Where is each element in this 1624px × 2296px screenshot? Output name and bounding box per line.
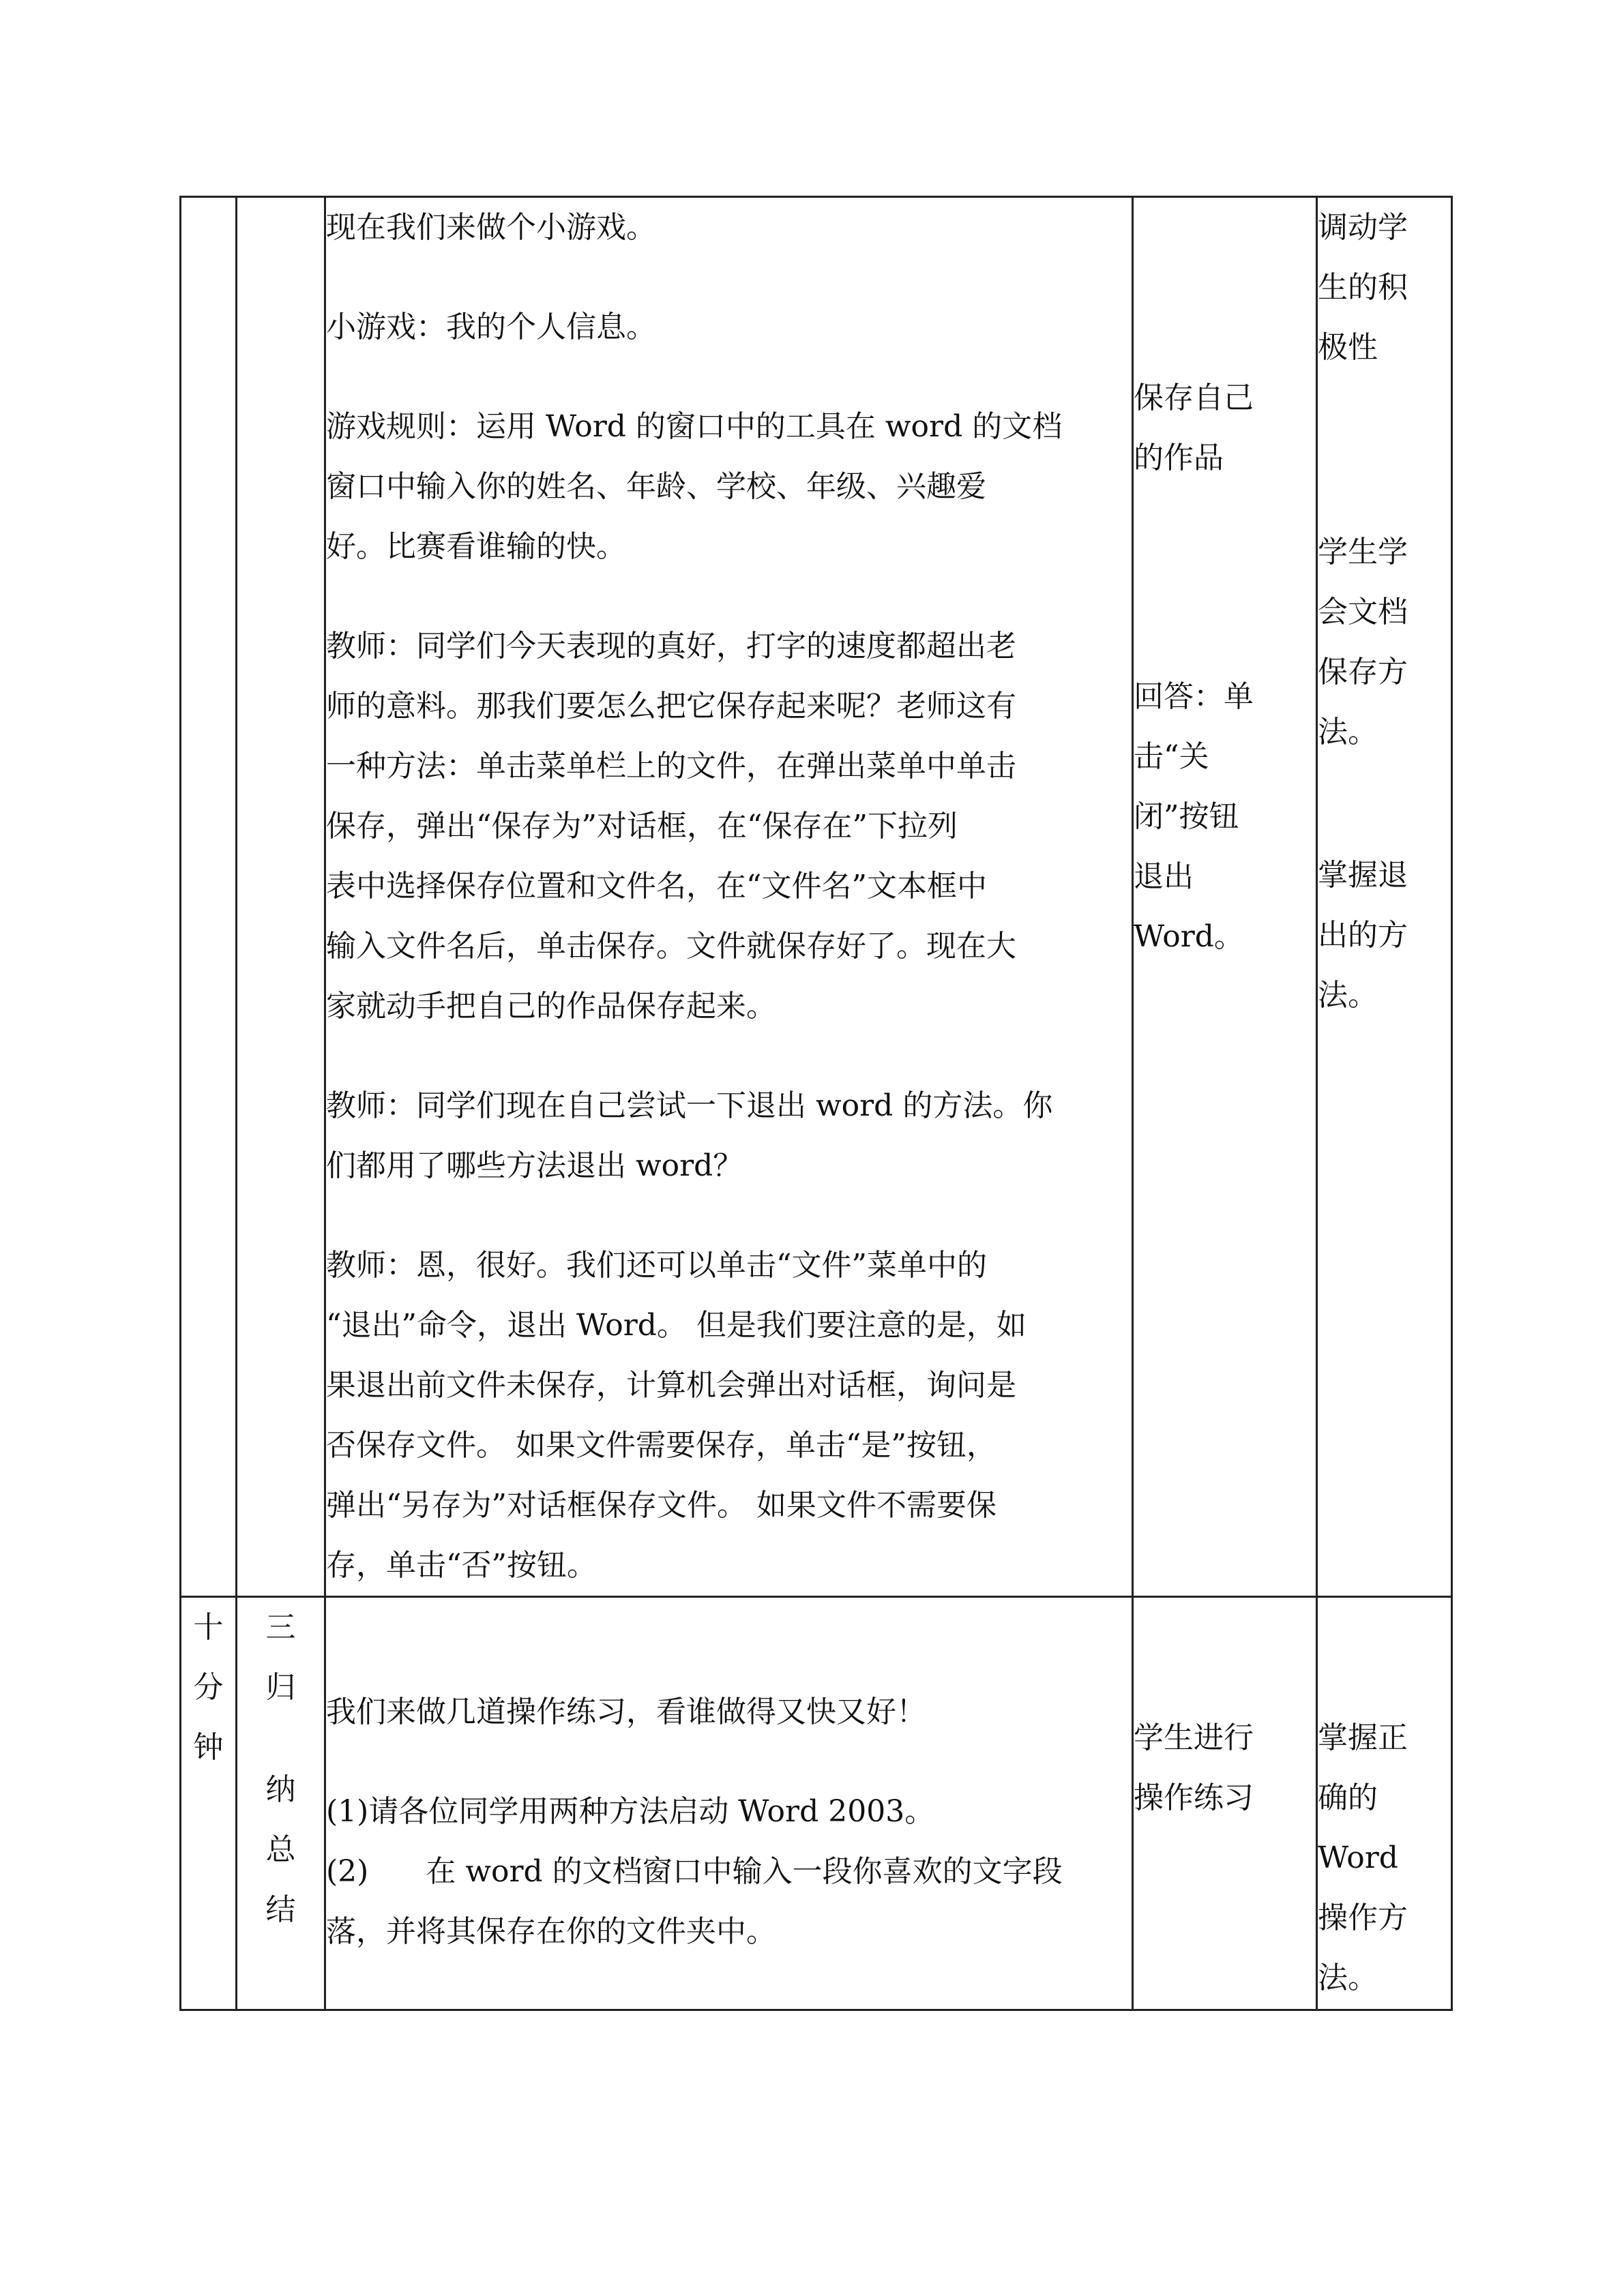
text-line: 师的意料。那我们要怎么把它保存起来呢？老师这有	[326, 689, 1016, 724]
table-row	[181, 197, 1452, 1597]
text-line: 输入文件名后，单击保存。文件就保存好了。现在大	[326, 929, 1016, 964]
paragraph	[326, 1842, 1132, 1962]
paragraph	[326, 397, 1132, 577]
text-line: 否保存文件。 如果文件需要保存，单击“是”按钮，	[326, 1428, 996, 1463]
design-intent-cell	[1317, 197, 1452, 1597]
text-line: 在 word 的文档窗口中输入一段你喜欢的文字段	[426, 1854, 1063, 1889]
student-activity-cell	[1133, 197, 1317, 1597]
teacher-activity-cell	[325, 1597, 1133, 2010]
text-line: 落，并将其保存在你的文件夹中。	[326, 1914, 776, 1949]
list-number: (2)	[326, 1854, 369, 1889]
paragraph	[326, 1236, 1132, 1596]
text-line: 保存，弹出“保存为”对话框，在“保存在”下拉列	[326, 809, 958, 844]
text-line: 果退出前文件未保存，计算机会弹出对话框，询问是	[326, 1368, 1016, 1403]
paragraph	[326, 1076, 1132, 1196]
text-line: 们都用了哪些方法退出 word？	[326, 1148, 743, 1183]
student-note-practice: 学生进行 操作练习	[1134, 1720, 1254, 1815]
paragraph: (1)请各位同学用两种方法启动 Word 2003。	[326, 1794, 935, 1829]
text-line: 存，单击“否”按钮。	[326, 1548, 597, 1583]
teacher-activity-cell	[325, 197, 1133, 1597]
table-row	[181, 1597, 1452, 2010]
time-cell	[181, 197, 237, 1597]
design-intent-cell	[1317, 1597, 1452, 2010]
intent-note-exit-method: 掌握退 出的方 法。	[1318, 858, 1408, 1013]
intent-note-save-method: 学生学 会文档 保存方 法。	[1318, 535, 1408, 749]
text-line: 窗口中输入你的姓名、年龄、学校、年级、兴趣爱	[326, 469, 986, 504]
student-note-save: 保存自己 的作品	[1134, 381, 1254, 475]
text-line: 弹出“另存为”对话框保存文件。 如果文件不需要保	[326, 1488, 996, 1523]
student-activity-cell	[1133, 1597, 1317, 2010]
text-line: 好。比赛看谁输的快。	[326, 529, 626, 564]
text-line: 一种方法：单击菜单栏上的文件，在弹出菜单中单击	[326, 749, 1016, 784]
paragraph	[326, 616, 1132, 1037]
text-line: 游戏规则：运用 Word 的窗口中的工具在 word 的文档	[326, 409, 1063, 444]
paragraph: 现在我们来做个小游戏。	[326, 210, 656, 245]
stage-cell: 三 归 纳 总 结	[237, 1597, 325, 2010]
lesson-plan-table	[179, 196, 1453, 2011]
paragraph: 小游戏：我的个人信息。	[326, 310, 656, 344]
student-note-close: 回答：单 击“关 闭”按钮 退出 Word。	[1134, 679, 1254, 954]
time-cell: 十 分 钟	[181, 1597, 237, 2010]
paragraph: 我们来做几道操作练习，看谁做得又快又好！	[326, 1695, 926, 1729]
text-line: 家就动手把自己的作品保存起来。	[326, 989, 776, 1024]
text-line: 教师：恩，很好。我们还可以单击“文件”菜单中的	[326, 1248, 987, 1283]
intent-note-motivate: 调动学 生的积 极性	[1318, 210, 1408, 365]
text-line: 教师：同学们今天表现的真好，打字的速度都超出老	[326, 629, 1016, 664]
text-line: 教师：同学们现在自己尝试一下退出 word 的方法。你	[326, 1088, 1053, 1123]
stage-cell	[237, 197, 325, 1597]
text-line: 表中选择保存位置和文件名，在“文件名”文本框中	[326, 869, 987, 904]
intent-note-correct-ops: 掌握正 确的 Word 操作方 法。	[1318, 1720, 1408, 1995]
text-line: “退出”命令，退出 Word。 但是我们要注意的是，如	[326, 1308, 1027, 1343]
